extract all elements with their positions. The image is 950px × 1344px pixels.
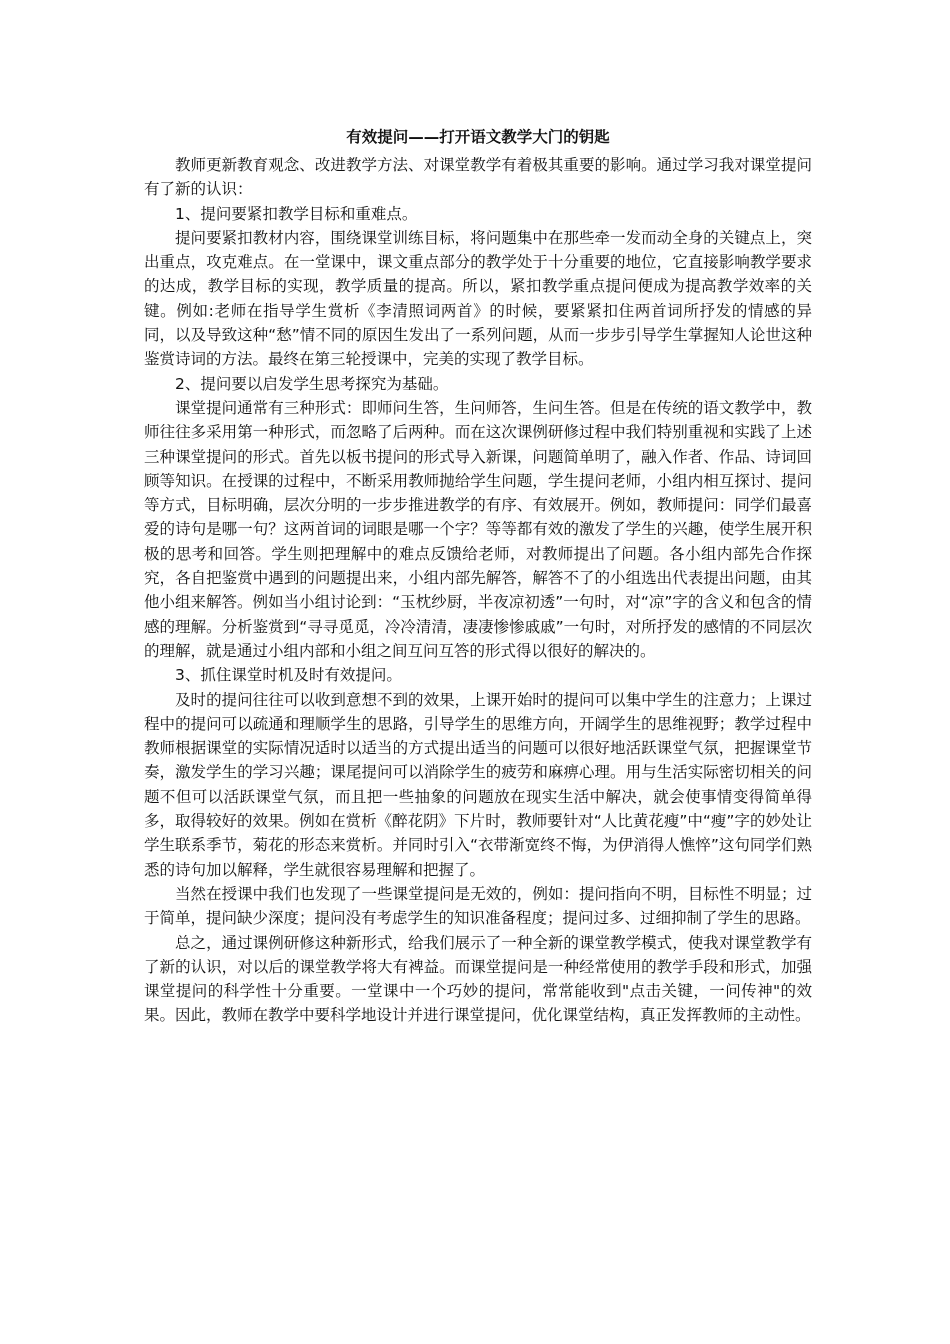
document-page <box>144 125 812 1028</box>
conclusion-paragraph: 总之，通过课例研修这种新形式，给我们展示了一种全新的课堂教学模式，使我对课堂教学有了新的认识，对以后的课堂教学将大有裨益。而课堂提问是一种经常使用的教学手段和形式，加强课堂提问的科学性十分重要。一堂课中一个巧妙的提问，常常能收到"点击关键，一问传神"的效果。因此，教师在教学中要科学地设计并进行课堂提问，优化课堂结构，真正发挥教师的主动性。 <box>144 933 812 1025</box>
section-2-heading: 2、提问要以启发学生思考探究为基础。 <box>175 374 449 393</box>
problems-paragraph: 当然在授课中我们也发现了一些课堂提问是无效的，例如：提问指向不明，目标性不明显；过于简单，提问缺少深度；提问没有考虑学生的知识准备程度；提问过多、过细抑制了学生的思路。 <box>144 884 812 928</box>
section-1-heading: 1、提问要紧扣教学目标和重难点。 <box>175 204 418 223</box>
section-3-body: 及时的提问往往可以收到意想不到的效果，上课开始时的提问可以集中学生的注意力；上课过程中的提问可以疏通和理顺学生的思路，引导学生的思维方向，开阔学生的思维视野；教学过程中教师根据课堂的实际情况适时以适当的方式提出适当的问题可以很好地活跃课堂气氛，把握课堂节奏，激发学生的学习兴趣；课尾提问可以消除学生的疲劳和麻痹心理。用与生活实际密切相关的问题不但可以活跃课堂气氛，而且把一些抽象的问题放在现实生活中解决，就会使事情变得简单得多，取得较好的效果。例如在赏析《醉花阴》下片时，教师要针对“人比黄花瘦”中“瘦”字的妙处让学生联系季节，菊花的形态来赏析。并同时引入“衣带渐宽终不悔，为伊消得人憔悴”这句同学们熟悉的诗句加以解释，学生就很容易理解和把握了。 <box>144 690 812 879</box>
section-2-body: 课堂提问通常有三种形式：即师问生答，生问师答，生问生答。但是在传统的语文教学中，教师往往多采用第一种形式，而忽略了后两种。而在这次课例研修过程中我们特别重视和实践了上述三种课堂提问的形式。首先以板书提问的形式导入新课，问题简单明了，融入作者、作品、诗词回顾等知识。在授课的过程中，不断采用教师抛给学生问题，学生提问老师，小组内相互探讨、提问等方式，目标明确，层次分明的一步步推进教学的有序、有效展开。例如，教师提问：同学们最喜爱的诗句是哪一句？这两首词的词眼是哪一个字？等等都有效的激发了学生的兴趣，使学生展开积极的思考和回答。学生则把理解中的难点反馈给老师，对教师提出了问题。各小组内部先合作探究，各自把鉴赏中遇到的问题提出来，小组内部先解答，解答不了的小组选出代表提出问题，由其他小组来解答。例如当小组讨论到：“玉枕纱厨，半夜凉初透”一句时，对“凉”字的含义和包含的情感的理解。分析鉴赏到“寻寻觅觅，冷冷清清，凄凄惨惨戚戚”一句时，对所抒发的感情的不同层次的理解，就是通过小组内部和小组之间互问互答的形式得以很好的解决的。 <box>144 398 812 660</box>
document-title: 有效提问——打开语文教学大门的钥匙 <box>346 128 610 146</box>
section-3-heading: 3、抓住课堂时机及时有效提问。 <box>175 666 402 685</box>
section-1-body: 提问要紧扣教材内容，围绕课堂训练目标，将问题集中在那些牵一发而动全身的关键点上，突出重点，攻克难点。在一堂课中，课文重点部分的教学处于十分重要的地位，它直接影响教学要求的达成，教学目标的实现，教学质量的提高。所以，紧扣教学重点提问便成为提高教学效率的关键。例如:老师在指导学生赏析《李清照词两首》的时候，要紧紧扣住两首词所抒发的情感的异同，以及导致这种“愁”情不同的原因生发出了一系列问题，从而一步步引导学生掌握知人论世这种鉴赏诗词的方法。最终在第三轮授课中，完美的实现了教学目标。 <box>144 228 812 369</box>
intro-paragraph: 教师更新教育观念、改进教学方法、对课堂教学有着极其重要的影响。通过学习我对课堂提问有了新的认识： <box>144 156 812 199</box>
